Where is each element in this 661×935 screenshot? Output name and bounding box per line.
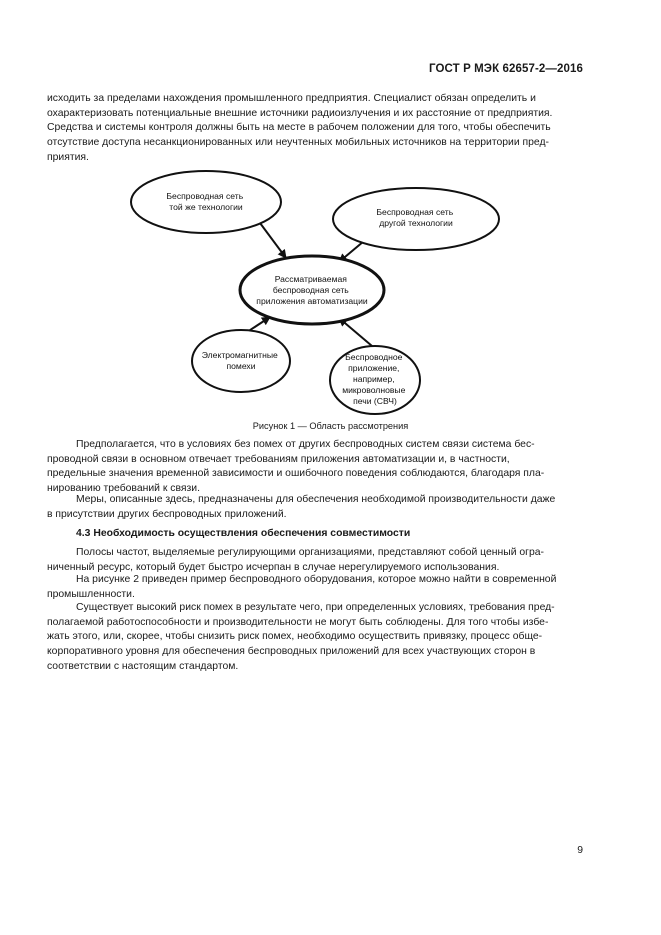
text-line: На рисунке 2 приведен пример беспроводного оборудования, которое можно найти в современной xyxy=(76,574,557,585)
text-line: исходить за пределами нахождения промышленного предприятия. Специалист обязан определить и xyxy=(47,93,536,104)
node-em-noise-label: Электромагнитные помехи xyxy=(201,350,278,371)
paragraph xyxy=(47,573,584,602)
figure-caption: Рисунок 1 — Область рассмотрения xyxy=(252,421,409,431)
text-line: Меры, описанные здесь, предназначены для обеспечения необходимой производительности даже xyxy=(76,494,556,505)
node-center-network-label: Рассматриваемая беспроводная сеть приложения автоматизации xyxy=(256,274,368,306)
text-line: охарактеризовать потенциальные внешние источники радиоизлучения и их расстояние от предприятия. xyxy=(47,107,553,119)
text-line: ниченный ресурс, который будет быстро исчерпан в случае нерегулируемого использования. xyxy=(47,561,500,573)
node-same-tech-label: Беспроводная сеть той же технологии xyxy=(166,191,244,212)
text-line: полагаемой работоспособности и производительности не могут быть соблюдены. Для того чтобы избе- xyxy=(47,616,549,628)
section-heading: 4.3 Необходимость осуществления обеспечения совместимости xyxy=(76,528,411,539)
text-line: жать этого, или, скорее, чтобы снизить риск помех, необходимо осуществить привязку, процесс обще- xyxy=(47,631,543,643)
text-line: в присутствии других беспроводных приложений. xyxy=(47,508,287,520)
text-line: нированию требований к связи. xyxy=(47,483,200,495)
text-line: промышленности. xyxy=(47,588,135,600)
text-line: соответствии с настоящим стандартом. xyxy=(47,660,239,672)
node-wireless-app-label: Беспроводное приложение, например, микроволновые печи (СВЧ) xyxy=(342,352,406,406)
text-line: корпоративного уровня для обеспечения беспроводных приложений для всех участвующих сторон в xyxy=(47,646,536,658)
text-line: Средства и системы контроля должны быть на месте в рабочем положении для того, чтобы обеспечить xyxy=(47,122,551,134)
text-line: проводной связи в основном отвечает требованиям приложения автоматизации и, в частности, xyxy=(47,453,510,465)
document-header: ГОСТ Р МЭК 62657-2—2016 xyxy=(429,63,583,75)
paragraph xyxy=(47,493,584,522)
text-line: Предполагается, что в условиях без помех от других беспроводных систем связи система бес- xyxy=(76,439,535,450)
scope-diagram xyxy=(0,0,661,420)
paragraph xyxy=(47,546,584,575)
page-number: 9 xyxy=(577,845,583,856)
text-line: отсутствие доступа несанкционированных или неучтенных мобильных источников на территории пред- xyxy=(47,137,550,149)
text-line: приятия. xyxy=(47,151,89,163)
node-other-tech-label: Беспроводная сеть другой технологии xyxy=(376,207,454,228)
arrow-same-tech xyxy=(260,223,286,258)
arrow-wireless-app xyxy=(339,318,372,346)
paragraph xyxy=(47,601,584,675)
paragraph xyxy=(47,438,584,497)
text-line: предельные значения временной зависимости и ошибочного поведения соблюдаются, благодаря пла- xyxy=(47,468,545,480)
text-line: Полосы частот, выделяемые регулирующими организациями, представляют собой ценный огра- xyxy=(76,547,544,558)
text-line: Существует высокий риск помех в результате чего, при определенных условиях, требования пред- xyxy=(76,602,555,613)
